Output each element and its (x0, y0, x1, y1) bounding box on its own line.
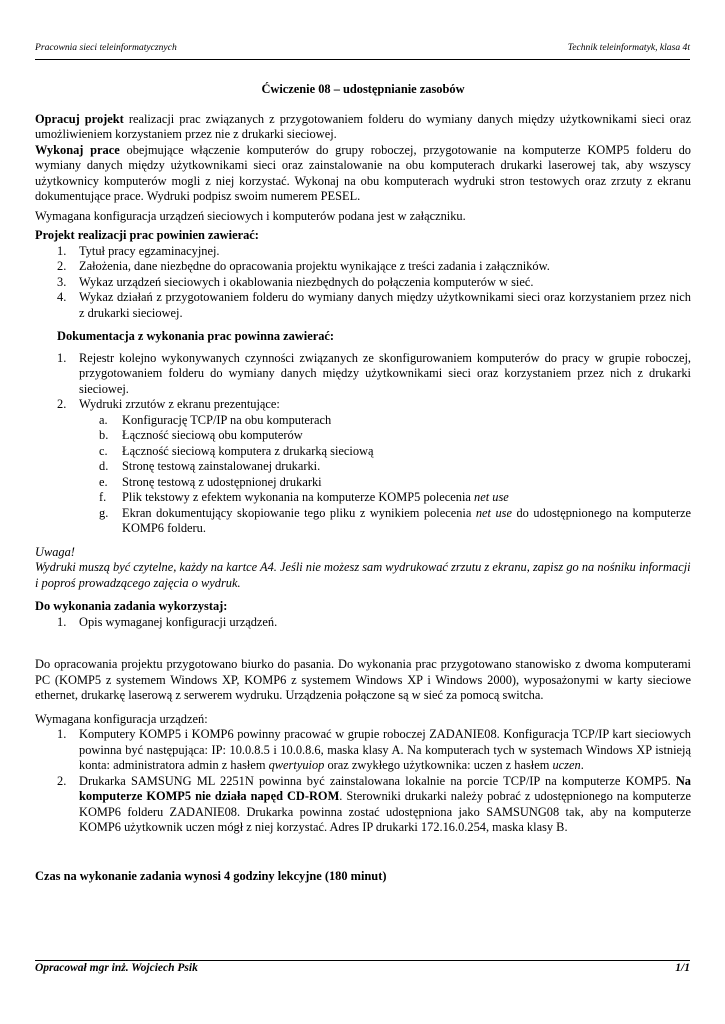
intro-p2-text: obejmujące włączenie komputerów do grupy roboczej, przygotowanie na komputerze KOMP5 folderu do wymiany danych między użytkownikami sieci oraz zainstalowanie na obu komputerach drukarki laserowej tak, aby wszyscy użytkownicy komputerów mogli z niej korzystać. Wykonaj na obu komputerach wydruki stron testowych oraz zrzuty z ekranu dokumentujące prace. Wydruki podpisz swoim numerem PESEL. (35, 142, 692, 203)
sub-letter: c. (99, 443, 108, 458)
config-list (35, 727, 691, 836)
list-number: 1. (57, 727, 67, 741)
project-list (35, 244, 691, 322)
list-number: 2. (57, 397, 67, 411)
list-number: 1. (57, 614, 67, 629)
cdrom-warning: Na komputerze KOMP5 nie działa napęd CD-ROM (79, 773, 691, 803)
admin-password: qwertyuiop (268, 758, 325, 772)
sub-list-item (35, 459, 691, 475)
sub-letter: a. (99, 412, 108, 427)
list-item (35, 244, 691, 260)
sub-list-item (35, 475, 691, 491)
sub-text-end: do udostępnionego na komputerze KOMP6 folderu. (122, 505, 691, 535)
list-number: 2. (57, 259, 67, 273)
sub-list-item (35, 444, 691, 460)
intro-p1-text: realizacji prac związanych z przygotowaniem folderu do wymiany danych między użytkownikami sieci oraz umożliwieniem korzystaniem przez nie z drukarki sieciowej. (35, 111, 692, 141)
intro-paragraph-1 (35, 112, 691, 143)
document-body (35, 82, 691, 884)
page-header (35, 42, 690, 58)
intro-paragraph-3: Wymagana konfiguracja urządzeń sieciowych i komputerów podana jest w załączniku. (35, 208, 466, 223)
command-text: net use (474, 490, 509, 504)
list-text: Założenia, dane niezbędne do opracowania projektu wynikające z treści zadania i załączników. (79, 259, 550, 273)
list-item (35, 397, 691, 413)
config-heading: Wymagana konfiguracja urządzeń: (35, 711, 208, 726)
footer-author: Opracował mgr inż. Wojciech Psik (35, 962, 198, 974)
sub-text: Stronę testową z udostępnionej drukarki (122, 474, 322, 489)
sub-letter: g. (99, 505, 109, 520)
footer-divider (35, 960, 690, 961)
list-item (35, 290, 691, 321)
list-number: 1. (57, 350, 67, 365)
list-text: oraz zwykłego użytkownika: uczen z hasłem (324, 758, 553, 772)
list-item (35, 727, 691, 774)
warning-note (35, 545, 691, 592)
header-divider (35, 59, 690, 60)
sub-list-item (35, 490, 691, 506)
time-note: Czas na wykonanie zadania wynosi 4 godziny lekcyjne (180 minut) (35, 868, 387, 883)
warning-label: Uwaga! (35, 544, 75, 559)
sub-text: Stronę testową zainstalowanej drukarki. (122, 459, 321, 473)
list-text: Wykaz urządzeń sieciowych i okablowania niezbędnych do połączenia komputerów w sieć. (79, 274, 534, 289)
list-text: Drukarka SAMSUNG ML 2251N powinna być zainstalowana lokalnie na porcie TCP/IP na komputerze KOMP5. (79, 773, 676, 788)
header-right-text: Technik teleinformatyk, klasa 4t (567, 42, 690, 53)
sub-list-item (35, 413, 691, 429)
sub-list-item (35, 428, 691, 444)
list-text: . Sterowniki drukarki należy pobrać z udostępnionego na komputerze KOMP6 folderu ZADANIE08. Drukarka powinna zostać udostępniona jako SAMSUNG08 tak, aby na komputerze KOMP6 użytkownik uczen mógł z niej korzystać. Adres IP drukarki 172.16.0.254, maska klasy B. (79, 789, 692, 834)
sub-letter: d. (99, 459, 109, 473)
list-number: 2. (57, 773, 67, 788)
documentation-list (35, 351, 691, 537)
page-number: 1/1 (675, 962, 690, 974)
project-heading: Projekt realizacji prac powinien zawierać: (35, 228, 259, 242)
exercise-title: Ćwiczenie 08 – udostępnianie zasobów (261, 82, 465, 96)
list-item (35, 275, 691, 291)
list-item (35, 259, 691, 275)
sub-letter: b. (99, 428, 109, 442)
sub-text: Ekran dokumentujący skopiowanie tego pliku z wynikiem polecenia (122, 505, 476, 520)
resources-list (35, 615, 691, 631)
list-number: 1. (57, 243, 67, 258)
list-item (35, 351, 691, 398)
attachment-paragraph: Do opracowania projektu przygotowano biurko do pasania. Do wykonania prac przygotowano stanowisko z dwoma komputerami PC (KOMP5 z systemem Windows XP, KOMP6 z systemem Windows XP i Windows 2000), wyposażonymi w karty sieciowe ethernet, drukarkę laserową z serwerem wydruku. Urządzenia połączone są w sieć za pomocą switcha. (35, 657, 691, 702)
resources-heading: Do wykonania zadania wykorzystaj: (35, 599, 228, 613)
list-text: Tytuł pracy egzaminacyjnej. (79, 243, 220, 258)
intro-paragraph-2 (35, 143, 691, 205)
header-left-text: Pracownia sieci teleinformatycznych (35, 42, 177, 53)
list-number: 3. (57, 274, 67, 289)
list-text: Wykaz działań z przygotowaniem folderu do wymiany danych między użytkownikami sieci oraz korzystaniem przez nich z drukarki sieciowej. (79, 290, 691, 320)
user-password: uczen (552, 758, 581, 772)
list-text: Rejestr kolejno wykonywanych czynności związanych ze skonfigurowaniem komputerów do pracy w grupie roboczej, przygotowaniem folderu do wymiany danych między użytkownikami sieci oraz korzystaniem przez nich z drukarki sieciowej. (79, 350, 691, 396)
sub-letter: f. (99, 490, 107, 504)
warning-text: Wydruki muszą być czytelne, każdy na kartce A4. Jeśli nie możesz sam wydrukować zrzutu z ekranu, zapisz go na nośniku informacji i poproś prowadzącego zajęcia o wydruk. (35, 560, 691, 590)
sub-text: Konfigurację TCP/IP na obu komputerach (122, 412, 332, 427)
intro-p1-bold: Opracuj projekt (35, 111, 124, 126)
sub-text: Plik tekstowy z efektem wykonania na komputerze KOMP5 polecenia (122, 490, 475, 504)
documentation-heading: Dokumentacja z wykonania prac powinna zawierać: (57, 329, 335, 343)
list-text: Wydruki zrzutów z ekranu prezentujące: (79, 397, 280, 411)
sub-list-item (35, 506, 691, 537)
command-text: net use (475, 505, 512, 520)
list-item (35, 615, 691, 631)
sub-letter: e. (99, 474, 108, 489)
sub-text: Łączność sieciową obu komputerów (122, 428, 303, 442)
list-text: . (580, 758, 584, 772)
list-text: Komputery KOMP5 i KOMP6 powinny pracować w grupie roboczej ZADANIE08. Konfiguracja TCP/IP kart sieciowych powinna być następująca: IP: 10.0.8.5 i 10.0.8.6, maska klasy A. Na komputerach tych w systemach Windows XP istnieją konta: administratora admin z hasłem (79, 727, 691, 772)
list-number: 4. (57, 290, 67, 304)
sub-text: Łączność sieciową komputera z drukarką sieciową (122, 443, 374, 458)
list-text: Opis wymaganej konfiguracji urządzeń. (79, 614, 278, 629)
list-item (35, 774, 691, 836)
intro-p2-bold: Wykonaj prace (35, 142, 120, 157)
